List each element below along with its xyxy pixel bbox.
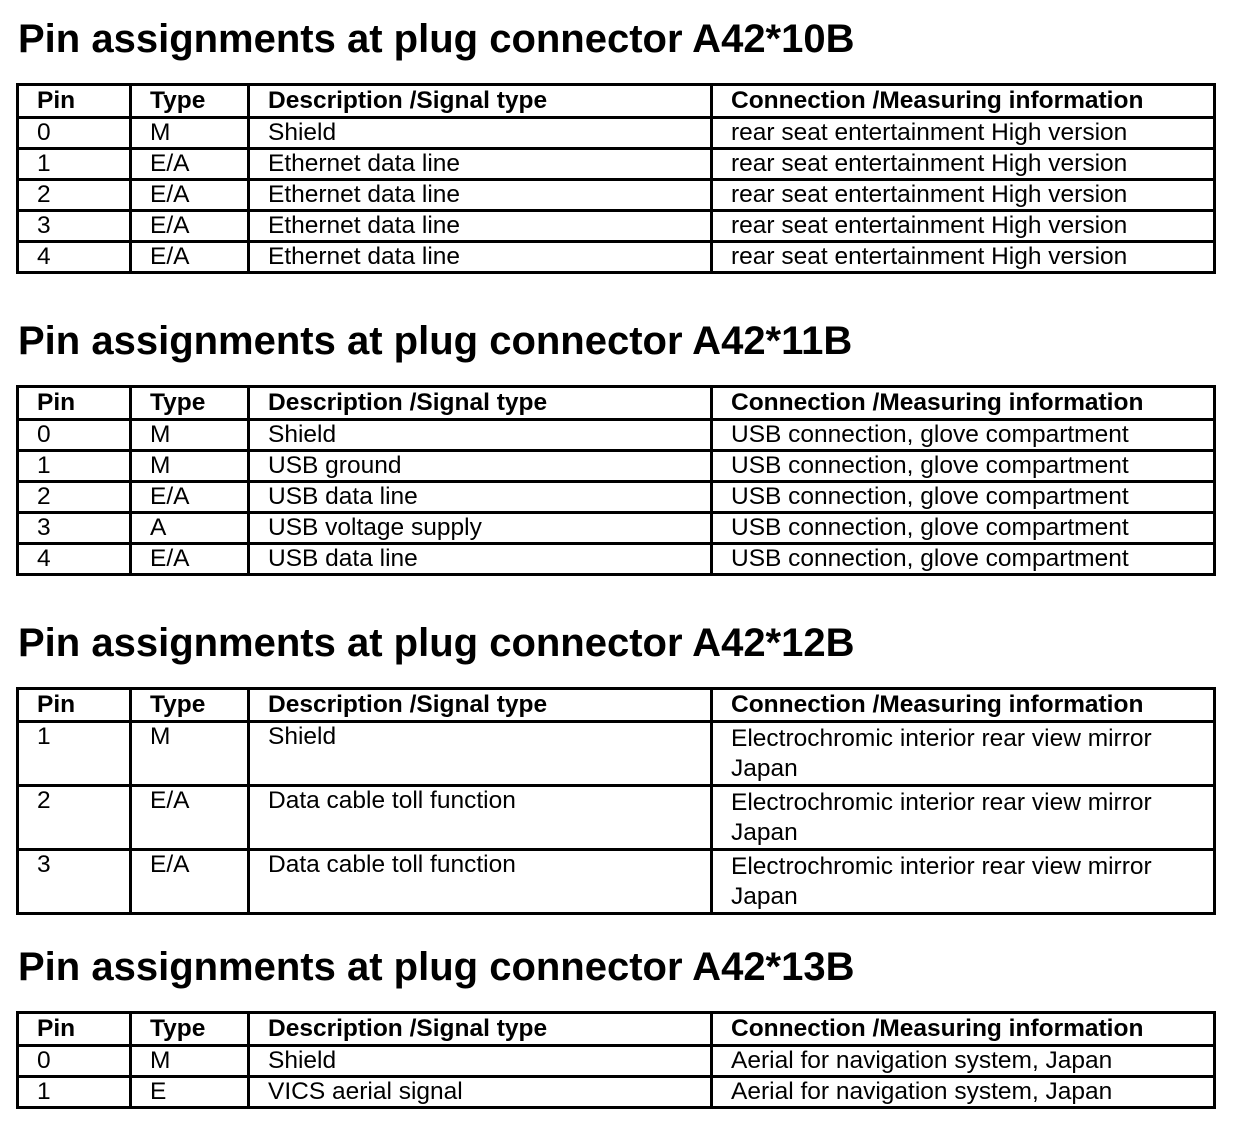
table-header-row bbox=[18, 1013, 1215, 1046]
cell-connection: Electrochromic interior rear view mirror Japan bbox=[712, 850, 1215, 914]
cell-connection: Electrochromic interior rear view mirror Japan bbox=[712, 786, 1215, 850]
cell-type: E/A bbox=[131, 482, 249, 513]
cell-pin: 2 bbox=[18, 180, 131, 211]
cell-connection: USB connection, glove compartment bbox=[712, 482, 1215, 513]
cell-description: Data cable toll function bbox=[249, 850, 712, 914]
header-connection: Connection /Measuring information bbox=[712, 387, 1215, 420]
table-row bbox=[18, 149, 1215, 180]
cell-type: E/A bbox=[131, 786, 249, 850]
cell-type: E/A bbox=[131, 180, 249, 211]
table-row bbox=[18, 451, 1215, 482]
cell-description: Shield bbox=[249, 118, 712, 149]
cell-type: E/A bbox=[131, 850, 249, 914]
header-type: Type bbox=[131, 85, 249, 118]
header-connection: Connection /Measuring information bbox=[712, 1013, 1215, 1046]
pin-table bbox=[16, 83, 1216, 274]
header-description: Description /Signal type bbox=[249, 85, 712, 118]
cell-description: Ethernet data line bbox=[249, 149, 712, 180]
cell-pin: 2 bbox=[18, 786, 131, 850]
cell-type: E/A bbox=[131, 242, 249, 273]
cell-description: USB data line bbox=[249, 544, 712, 575]
cell-pin: 1 bbox=[18, 451, 131, 482]
cell-type: M bbox=[131, 722, 249, 786]
header-pin: Pin bbox=[18, 1013, 131, 1046]
cell-description: USB ground bbox=[249, 451, 712, 482]
section-title: Pin assignments at plug connector A42*12B bbox=[18, 621, 855, 665]
section-title: Pin assignments at plug connector A42*10B bbox=[18, 17, 855, 61]
cell-connection: rear seat entertainment High version bbox=[712, 149, 1215, 180]
cell-description: Shield bbox=[249, 420, 712, 451]
cell-connection: USB connection, glove compartment bbox=[712, 420, 1215, 451]
table-header-row bbox=[18, 387, 1215, 420]
cell-type: E bbox=[131, 1077, 249, 1108]
header-type: Type bbox=[131, 1013, 249, 1046]
cell-pin: 1 bbox=[18, 149, 131, 180]
header-connection: Connection /Measuring information bbox=[712, 85, 1215, 118]
cell-connection: USB connection, glove compartment bbox=[712, 513, 1215, 544]
table-header-row bbox=[18, 85, 1215, 118]
cell-description: Shield bbox=[249, 722, 712, 786]
cell-description: Ethernet data line bbox=[249, 242, 712, 273]
cell-description: Ethernet data line bbox=[249, 211, 712, 242]
header-pin: Pin bbox=[18, 387, 131, 420]
pin-table bbox=[16, 1011, 1216, 1109]
table-row bbox=[18, 482, 1215, 513]
pin-table bbox=[16, 687, 1216, 915]
cell-type: M bbox=[131, 118, 249, 149]
header-type: Type bbox=[131, 387, 249, 420]
header-connection: Connection /Measuring information bbox=[712, 689, 1215, 722]
cell-pin: 1 bbox=[18, 1077, 131, 1108]
pin-table bbox=[16, 385, 1216, 576]
table-row bbox=[18, 786, 1215, 850]
section-title: Pin assignments at plug connector A42*13B bbox=[18, 945, 855, 989]
cell-pin: 3 bbox=[18, 850, 131, 914]
cell-connection: rear seat entertainment High version bbox=[712, 211, 1215, 242]
cell-connection: rear seat entertainment High version bbox=[712, 242, 1215, 273]
cell-description: VICS aerial signal bbox=[249, 1077, 712, 1108]
cell-connection: Aerial for navigation system, Japan bbox=[712, 1046, 1215, 1077]
cell-description: Shield bbox=[249, 1046, 712, 1077]
cell-type: E/A bbox=[131, 544, 249, 575]
cell-type: M bbox=[131, 1046, 249, 1077]
table-row bbox=[18, 513, 1215, 544]
cell-pin: 0 bbox=[18, 420, 131, 451]
cell-type: A bbox=[131, 513, 249, 544]
cell-pin: 4 bbox=[18, 544, 131, 575]
table-row bbox=[18, 180, 1215, 211]
header-type: Type bbox=[131, 689, 249, 722]
header-pin: Pin bbox=[18, 689, 131, 722]
cell-description: USB voltage supply bbox=[249, 513, 712, 544]
cell-pin: 3 bbox=[18, 211, 131, 242]
cell-pin: 2 bbox=[18, 482, 131, 513]
cell-pin: 1 bbox=[18, 722, 131, 786]
header-description: Description /Signal type bbox=[249, 1013, 712, 1046]
cell-connection: Aerial for navigation system, Japan bbox=[712, 1077, 1215, 1108]
table-row bbox=[18, 544, 1215, 575]
cell-connection: USB connection, glove compartment bbox=[712, 544, 1215, 575]
table-header-row bbox=[18, 689, 1215, 722]
cell-pin: 3 bbox=[18, 513, 131, 544]
cell-connection: Electrochromic interior rear view mirror Japan bbox=[712, 722, 1215, 786]
header-description: Description /Signal type bbox=[249, 689, 712, 722]
cell-type: M bbox=[131, 420, 249, 451]
table-row bbox=[18, 242, 1215, 273]
cell-pin: 4 bbox=[18, 242, 131, 273]
table-row bbox=[18, 420, 1215, 451]
table-row bbox=[18, 1046, 1215, 1077]
table-row bbox=[18, 118, 1215, 149]
table-row bbox=[18, 1077, 1215, 1108]
section-title: Pin assignments at plug connector A42*11B bbox=[18, 319, 853, 363]
cell-connection: rear seat entertainment High version bbox=[712, 118, 1215, 149]
cell-connection: USB connection, glove compartment bbox=[712, 451, 1215, 482]
cell-pin: 0 bbox=[18, 118, 131, 149]
cell-description: Ethernet data line bbox=[249, 180, 712, 211]
header-description: Description /Signal type bbox=[249, 387, 712, 420]
table-row bbox=[18, 722, 1215, 786]
cell-type: M bbox=[131, 451, 249, 482]
cell-pin: 0 bbox=[18, 1046, 131, 1077]
cell-connection: rear seat entertainment High version bbox=[712, 180, 1215, 211]
table-row bbox=[18, 211, 1215, 242]
header-pin: Pin bbox=[18, 85, 131, 118]
cell-type: E/A bbox=[131, 211, 249, 242]
table-row bbox=[18, 850, 1215, 914]
cell-description: Data cable toll function bbox=[249, 786, 712, 850]
cell-type: E/A bbox=[131, 149, 249, 180]
cell-description: USB data line bbox=[249, 482, 712, 513]
